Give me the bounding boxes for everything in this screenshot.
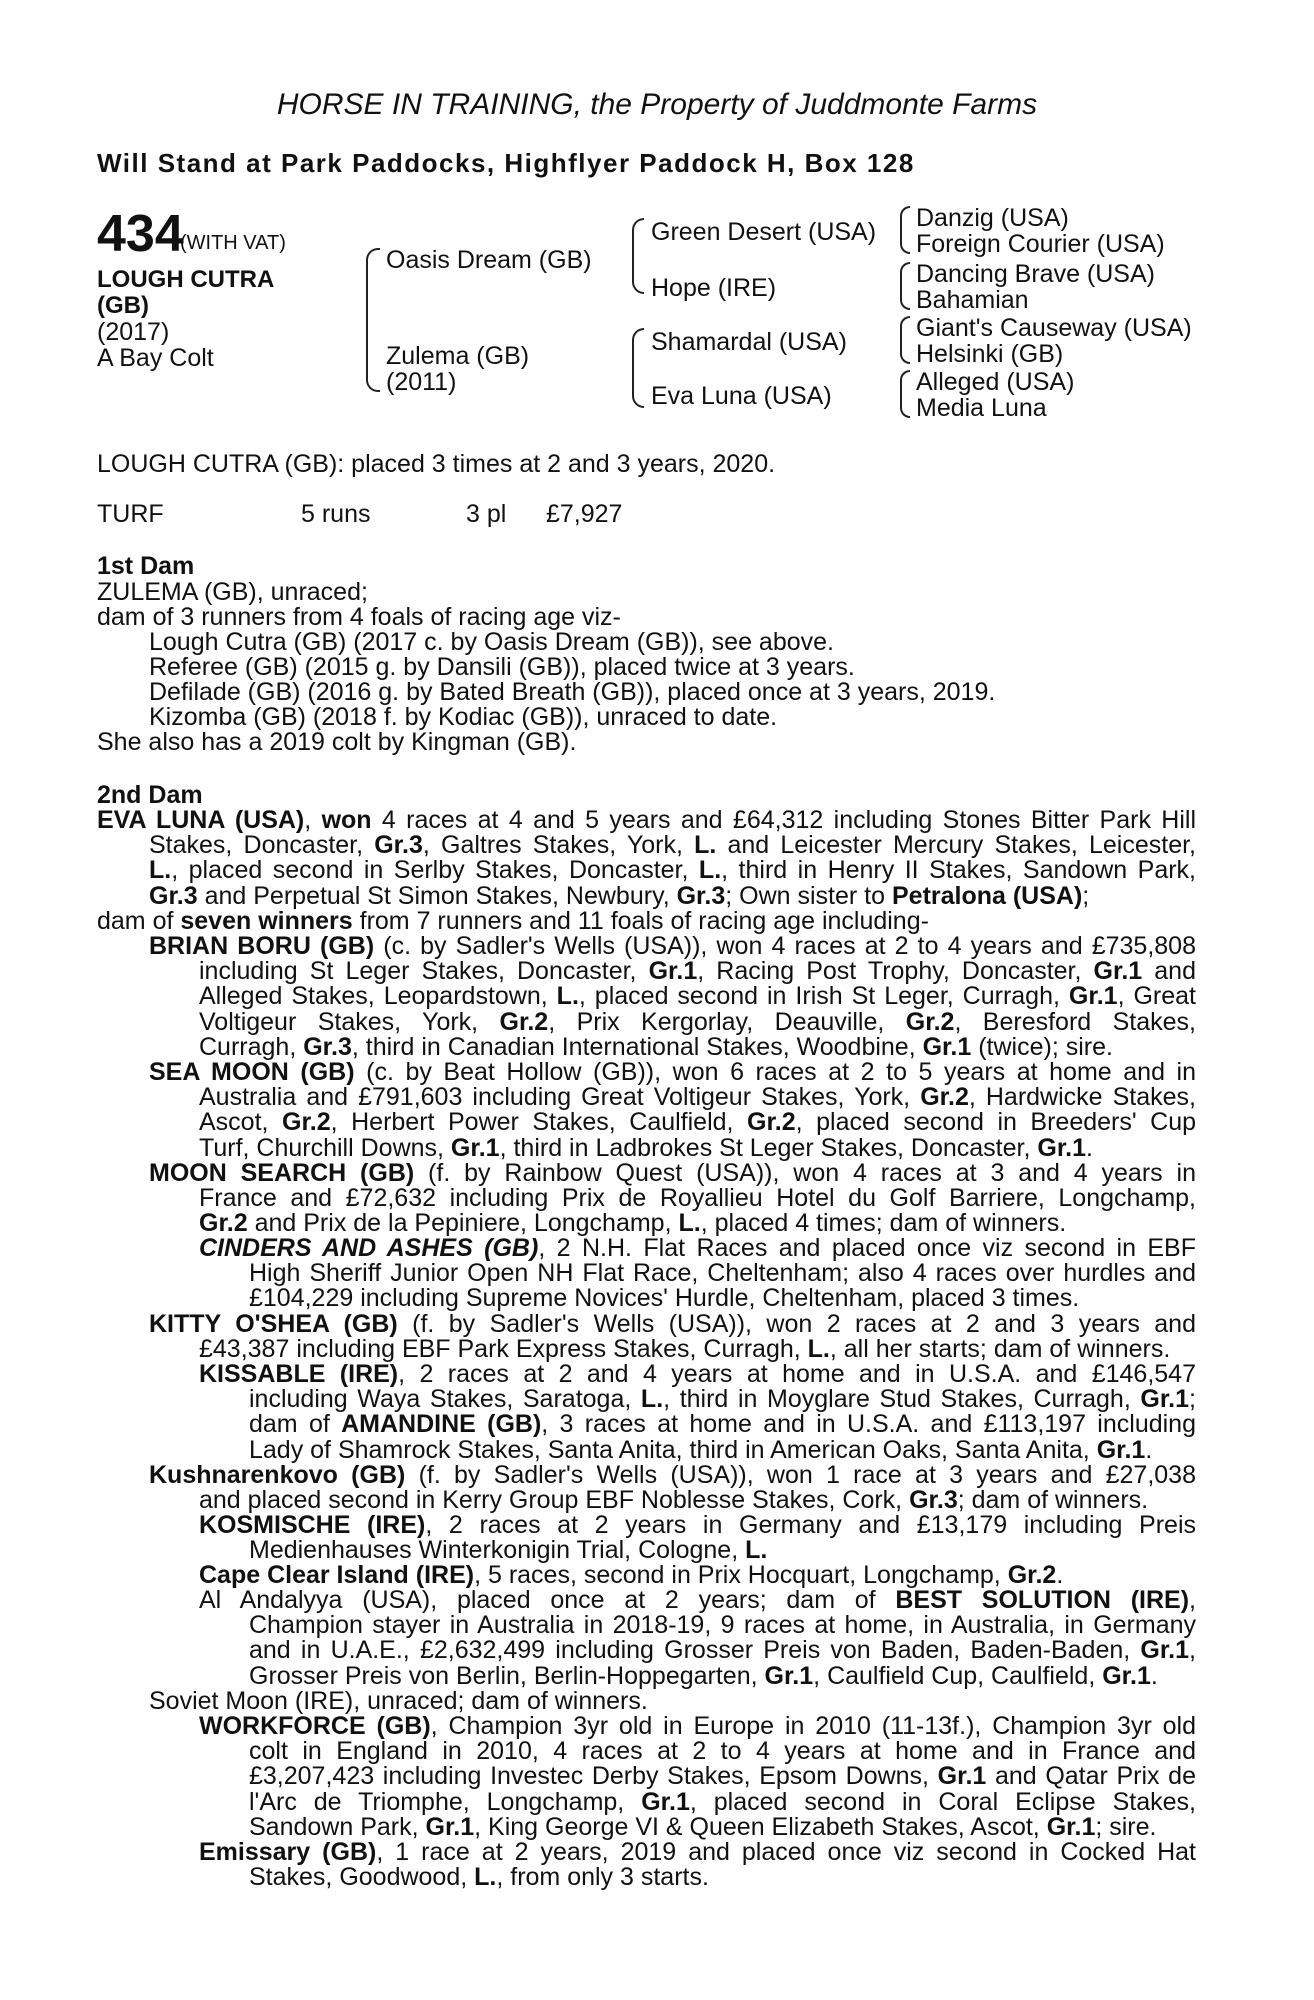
lot-number: 434	[97, 205, 184, 263]
pedigree-sire: Oasis Dream (GB)	[386, 246, 592, 274]
produce-entry: High Sheriff Junior Open NH Flat Race, Cheltenham; also 4 races over hurdles and £104,229 including Supreme Novices' Hurdle, Cheltenham, placed 3 times.	[249, 1259, 1196, 1313]
pedigree-gg-4: Bahamian	[916, 286, 1029, 314]
produce-entry: Kushnarenkovo (GB) (f. by Sadler's Wells (USA)), won 1 race at 3 years and £27,038	[149, 1461, 1196, 1489]
pedigree-gg-2: Foreign Courier (USA)	[916, 230, 1165, 258]
produce-entry: Australia and £791,603 including Great Voltigeur Stakes, York, Gr.2, Hardwicke Stakes, Ascot, Gr.2, Herbert Power Stakes, Caulfield, Gr.2, placed second in Breeders' Cup Turf, Churchill Downs, Gr.1, third in Ladbrokes St Leger Stakes, Doncaster, Gr.1.	[199, 1083, 1197, 1162]
pedigree-gg-6: Helsinki (GB)	[916, 340, 1064, 368]
pedigree-dam-dam: Eva Luna (USA)	[651, 382, 832, 410]
pedigree-dam-year: (2011)	[386, 368, 457, 396]
vat-note: (WITH VAT)	[180, 232, 286, 254]
produce-entry: KITTY O'SHEA (GB) (f. by Sadler's Wells (USA)), won 2 races at 2 and 3 years and	[149, 1310, 1196, 1338]
first-dam-heading: 1st Dam	[97, 552, 195, 580]
pedigree-gg-5: Giant's Causeway (USA)	[916, 314, 1192, 342]
first-dam-line: dam of 3 runners from 4 foals of racing age viz-	[97, 603, 621, 631]
produce-entry: Medienhauses Winterkonigin Trial, Cologne, L.	[249, 1536, 768, 1564]
produce-entry: £43,387 including EBF Park Express Stakes, Curragh, L., all her starts; dam of winners. KISSABLE (IRE), 2 races at 2 and 4 years at home and in U.S.A. and £146,547	[199, 1335, 1196, 1389]
produce-entry: CINDERS AND ASHES (GB), 2 N.H. Flat Races and placed once viz second in EBF	[199, 1234, 1196, 1262]
produce-entry: WORKFORCE (GB), Champion 3yr old in Europe in 2010 (11-13f.), Champion 3yr old	[199, 1712, 1196, 1740]
horse-name: Emissary (GB)	[199, 1838, 377, 1866]
first-dam-line: She also has a 2019 colt by Kingman (GB).	[97, 728, 577, 756]
horse-name: EVA LUNA (USA)	[97, 806, 305, 834]
pedigree-gg-8: Media Luna	[916, 394, 1047, 422]
second-dam-heading: 2nd Dam	[97, 781, 203, 809]
pedigree-sire-dam: Hope (IRE)	[651, 274, 777, 302]
stand-location: Will Stand at Park Paddocks, Highflyer Paddock H, Box 128	[97, 148, 915, 178]
pedigree-gg-3: Dancing Brave (USA)	[916, 260, 1155, 288]
produce-entry: Soviet Moon (IRE), unraced; dam of winners.	[149, 1687, 648, 1715]
produce-entry: Champion stayer in Australia in 2018-19, 9 races at home, in Australia, in Germany and in U.A.E., £2,632,499 including Grosser Preis von Baden, Baden-Baden, Gr.1, Grosser Preis von Berlin, Berlin-Hoppegarten, Gr.1, Caulfield Cup, Caulfield, Gr.1.	[249, 1611, 1196, 1690]
produce-entry: Stakes, Goodwood, L., from only 3 starts.	[249, 1863, 709, 1891]
foaling-year: (2017)	[97, 318, 170, 346]
horse-name-country: (GB)	[97, 292, 149, 319]
horse-description: A Bay Colt	[97, 344, 214, 372]
pedigree-sire-sire: Green Desert (USA)	[651, 218, 877, 246]
second-dam-line: dam of seven winners from 7 runners and 11 foals of racing age including-	[97, 907, 929, 935]
produce-entry: including St Leger Stakes, Doncaster, Gr.1, Racing Post Trophy, Doncaster, Gr.1 and Alleged Stakes, Leopardstown, L., placed second in Irish St Leger, Curragh, Gr.1, Great Voltigeur Stakes, York, Gr.2, Prix Kergorlay, Deauville, Gr.2, Beresford Stakes, Curragh, Gr.3, third in Canadian International Stakes, Woodbine, Gr.1 (twice); sire.	[199, 957, 1196, 1061]
horse-name: KITTY O'SHEA (GB)	[149, 1310, 398, 1338]
horse-name: BEST SOLUTION (IRE)	[895, 1586, 1190, 1615]
produce-entry: Emissary (GB), 1 race at 2 years, 2019 and placed once viz second in Cocked Hat	[199, 1838, 1197, 1866]
record-surface: TURF	[97, 500, 164, 528]
produce-entry: SEA MOON (GB) (c. by Beat Hollow (GB)), won 6 races at 2 to 5 years at home and in	[149, 1058, 1196, 1086]
pedigree-brace-g3	[900, 316, 910, 364]
second-dam-paragraph: EVA LUNA (USA), won 4 races at 4 and 5 years and £64,312 including Stones Bitter Park Hill	[97, 806, 1197, 834]
produce-entry: including Waya Stakes, Saratoga, L., third in Moyglare Stud Stakes, Curragh, Gr.1; dam of AMANDINE (GB), 3 races at home and in U.S.A. and £113,197 including Lady of Shamrock Stakes, Santa Anita, third in American Oaks, Santa Anita, Gr.1.	[249, 1385, 1196, 1464]
record-placed: 3 pl	[466, 500, 507, 528]
horse-name: MOON SEARCH (GB)	[149, 1159, 415, 1187]
second-dam-paragraph: Stakes, Doncaster, Gr.3, Galtres Stakes, York, L. and Leicester Mercury Stakes, Leicester, L., placed second in Serlby Stakes, Doncaster, L., third in Henry II Stakes, Sandown Park, Gr.3 and Perpetual St Simon Stakes, Newbury, Gr.3; Own sister to Petralona (USA);	[149, 831, 1196, 910]
horse-name: Cape Clear Island (IRE)	[199, 1561, 475, 1589]
produce-entry: BRIAN BORU (GB) (c. by Sadler's Wells (USA)), won 4 races at 2 to 4 years and £735,808	[149, 932, 1196, 960]
pedigree-dam-sire: Shamardal (USA)	[651, 328, 847, 356]
horse-name: LOUGH CUTRA	[97, 266, 275, 293]
produce-entry: MOON SEARCH (GB) (f. by Rainbow Quest (USA)), won 4 races at 3 and 4 years in	[149, 1159, 1196, 1187]
horse-name: CINDERS AND ASHES (GB)	[199, 1234, 539, 1262]
produce-entry: and placed second in Kerry Group EBF Noblesse Stakes, Cork, Gr.3; dam of winners. KOSMISCHE (IRE), 2 races at 2 years in Germany and £13,179 including Preis	[199, 1486, 1196, 1540]
pedigree-gg-7: Alleged (USA)	[916, 368, 1075, 396]
first-dam-produce: Defilade (GB) (2016 g. by Bated Breath (GB)), placed once at 3 years, 2019.	[149, 678, 996, 706]
pedigree-brace-dam	[632, 328, 644, 408]
racing-summary: LOUGH CUTRA (GB): placed 3 times at 2 and 3 years, 2020.	[97, 450, 776, 478]
produce-entry: colt in England in 2010, 4 races at 2 to 4 years at home and in France and £3,207,423 including Investec Derby Stakes, Epsom Downs, Gr.1 and Qatar Prix de l'Arc de Triomphe, Longchamp, Gr.1, placed second in Coral Eclipse Stakes, Sandown Park, Gr.1, King George VI & Queen Elizabeth Stakes, Ascot, Gr.1; sire.	[249, 1737, 1196, 1841]
catalogue-header: HORSE IN TRAINING, the Property of Juddmonte Farms	[276, 88, 1038, 121]
pedigree-brace-g2	[900, 262, 910, 310]
pedigree-brace-sire	[632, 218, 644, 294]
pedigree-dam: Zulema (GB)	[386, 342, 530, 370]
first-dam-line: ZULEMA (GB), unraced;	[97, 578, 368, 606]
horse-name: KOSMISCHE (IRE)	[199, 1511, 426, 1540]
pedigree-gg-1: Danzig (USA)	[916, 204, 1069, 232]
pedigree-brace-main	[366, 248, 380, 392]
horse-name: Petralona (USA)	[891, 881, 1083, 910]
horse-name: KISSABLE (IRE)	[199, 1360, 399, 1389]
first-dam-produce: Lough Cutra (GB) (2017 c. by Oasis Dream (GB)), see above.	[149, 628, 834, 656]
horse-name: WORKFORCE (GB)	[199, 1712, 431, 1740]
produce-entry: Cape Clear Island (IRE), 5 races, second in Prix Hocquart, Longchamp, Gr.2. Al Andalyya (USA), placed once at 2 years; dam of BEST SOLUTION (IRE),	[199, 1561, 1196, 1615]
record-earnings: £7,927	[546, 500, 623, 528]
horse-name: Kushnarenkovo (GB)	[149, 1461, 406, 1489]
horse-name: SEA MOON (GB)	[149, 1058, 355, 1086]
produce-entry: France and £72,632 including Prix de Royallieu Hotel du Golf Barriere, Longchamp, Gr.2 and Prix de la Pepiniere, Longchamp, L., placed 4 times; dam of winners.	[199, 1184, 1196, 1238]
pedigree-brace-g1	[900, 206, 910, 254]
horse-name: BRIAN BORU (GB)	[149, 932, 375, 960]
first-dam-produce: Referee (GB) (2015 g. by Dansili (GB)), placed twice at 3 years.	[149, 653, 855, 681]
record-runs: 5 runs	[301, 500, 371, 528]
horse-name: AMANDINE (GB)	[341, 1410, 542, 1439]
first-dam-produce: Kizomba (GB) (2018 f. by Kodiac (GB)), unraced to date.	[149, 703, 778, 731]
pedigree-brace-g4	[900, 370, 910, 418]
